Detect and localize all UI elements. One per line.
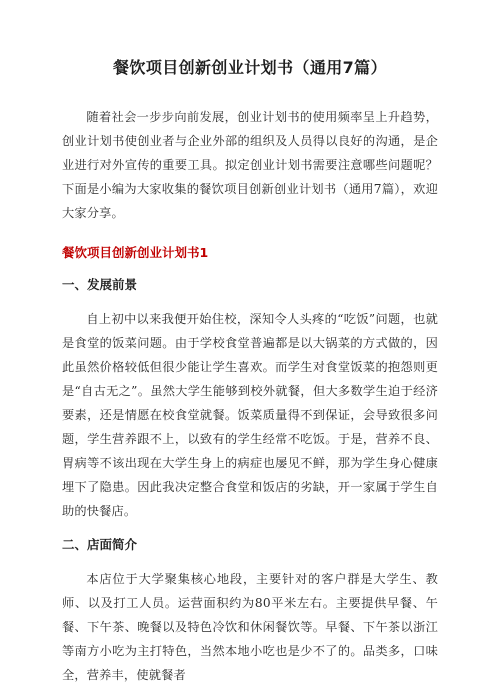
store-introduction-paragraph: 本店位于大学聚集核心地段，主要针对的客户群是大学生、教师、以及打工人员。运营面积约为80平米左右。主要提供早餐、午餐、下午茶、晚餐以及特色冷饮和休闲餐饮等。早餐、下午茶以浙江等南方小吃为主打特色，当然本地小吃也是少不了的。品类多，口味全，营养丰，使就餐者 [62,572,438,682]
section-title: 餐饮项目创新创业计划书1 [62,245,209,260]
intro-paragraph: 随着社会一步步向前发展，创业计划书的使用频率呈上升趋势，创业计划书使创业者与企业外部的组织及人员得以良好的沟通，是企业进行对外宣传的重要工具。拟定创业计划书需要注意哪些问题呢？下面是小编为大家收集的餐饮项目创新创业计划书（通用7篇），欢迎大家分享。 [62,110,438,220]
subheading-development-prospects: 一、发展前景 [62,277,138,292]
document-title: 餐饮项目创新创业计划书（通用7篇） [113,58,387,77]
subheading-store-introduction: 二、店面简介 [62,537,138,552]
development-prospects-paragraph: 自上初中以来我便开始住校，深知令人头疼的“吃饭”问题，也就是食堂的饭菜问题。由于学校食堂普遍都是以大锅菜的方式做的，因此虽然价格较低但很少能让学生喜欢。而学生对食堂饭菜的抱怨则更是“自古无之”。虽然大学生能够到校外就餐，但大多数学生迫于经济要素，还是情愿在校食堂就餐。饭菜质量得不到保证，会导致很多问题，学生营养跟不上，以致有的学生经常不吃饭。于是，营养不良、胃病等不该出现在大学生身上的病症也屡见不鲜，那为学生身心健康埋下了隐患。因此我决定整合食堂和饭店的劣缺，开一家属于学生自助的快餐店。 [62,312,438,518]
